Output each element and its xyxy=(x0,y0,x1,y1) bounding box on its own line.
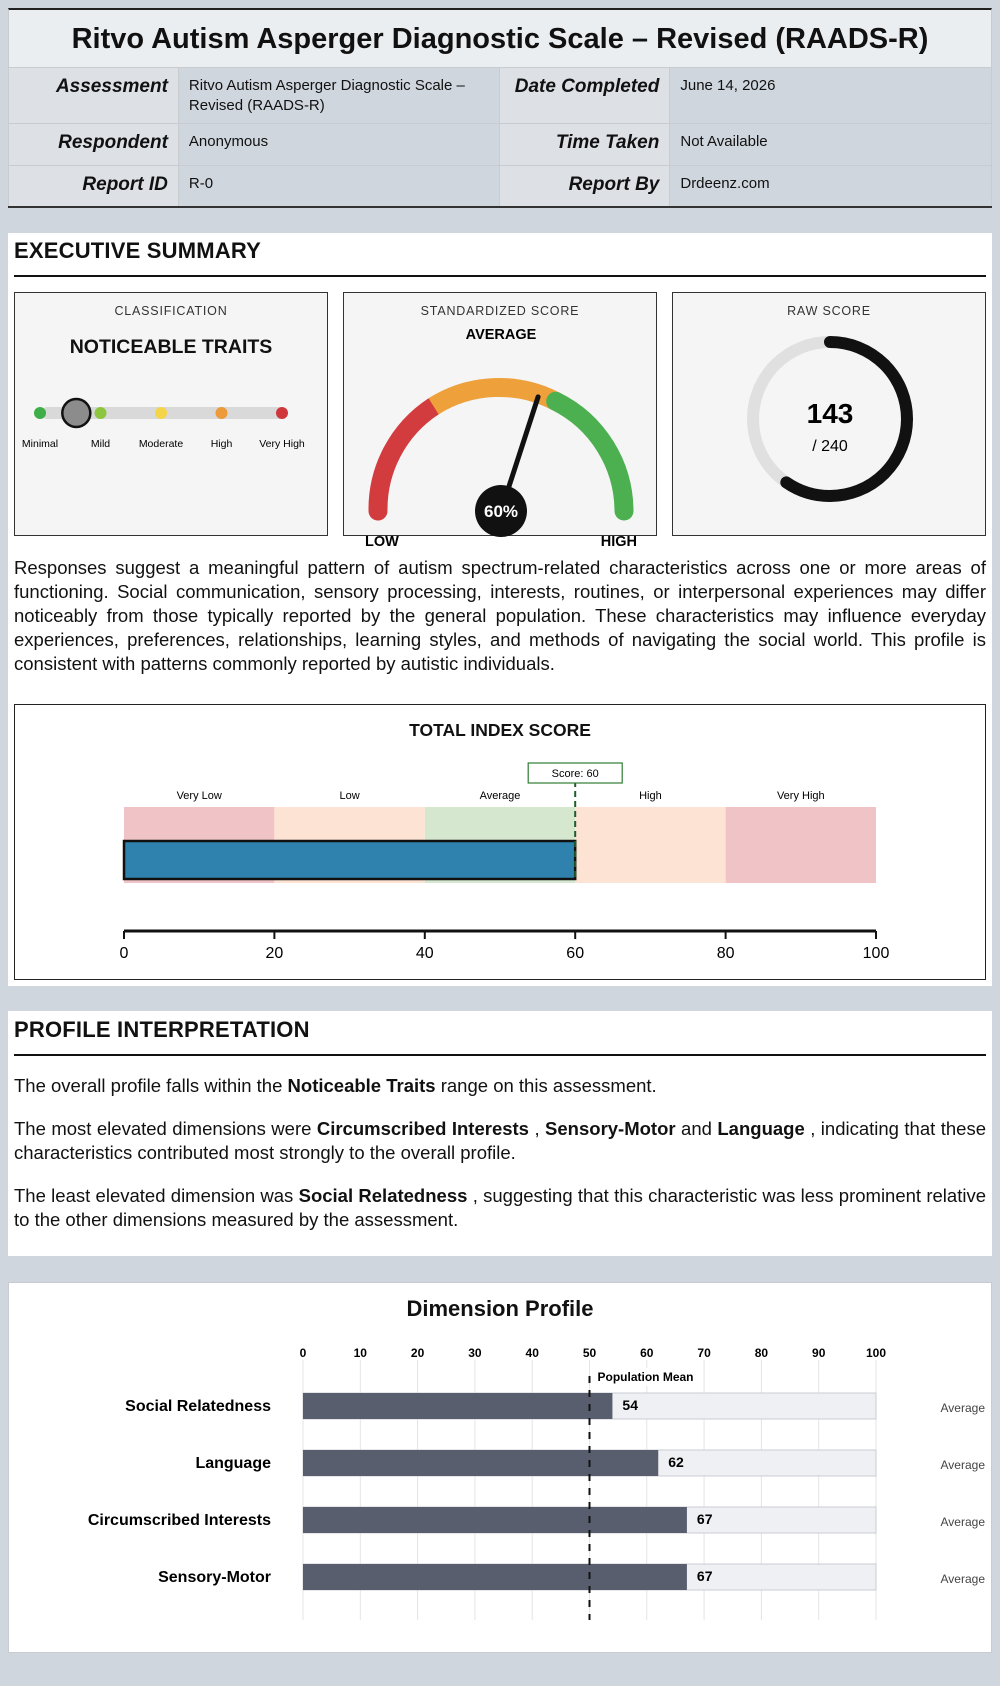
band-label: Very High xyxy=(776,790,825,802)
value-label: 67 xyxy=(696,1511,713,1527)
date-completed-label: Date Completed xyxy=(500,68,670,124)
classification-marker xyxy=(62,399,90,427)
total-index-title: TOTAL INDEX SCORE xyxy=(409,720,591,740)
band-label: Average xyxy=(479,790,521,802)
profile-interpretation-title: PROFILE INTERPRETATION xyxy=(14,1017,310,1042)
value-label: 62 xyxy=(668,1454,684,1470)
standardized-score-card xyxy=(343,292,657,550)
interpretation-paragraph-3: The least elevated dimension was Social Relatedness , suggesting that this characteristic was less prominent relative to the other dimensions measured by the assessment. xyxy=(14,1185,986,1230)
gauge-percent: 60% xyxy=(483,502,519,521)
axis-tick-label: 100 xyxy=(865,1346,887,1360)
level-label: Very High xyxy=(259,438,305,450)
value-label: 54 xyxy=(622,1397,638,1413)
axis-tick-label: 40 xyxy=(415,945,434,962)
level-label: Moderate xyxy=(138,438,184,450)
axis-tick-label: 80 xyxy=(754,1346,769,1360)
band-region xyxy=(575,807,725,883)
assessment-label: Assessment xyxy=(9,68,179,124)
population-mean-label: Population Mean xyxy=(597,1370,694,1384)
classification-label: CLASSIFICATION xyxy=(114,304,228,318)
classification-scale xyxy=(15,373,329,533)
total-index-svg xyxy=(15,725,985,975)
axis-tick-label: 20 xyxy=(265,945,284,962)
axis-tick-label: 50 xyxy=(582,1346,597,1360)
axis-tick-label: 90 xyxy=(812,1346,826,1360)
gauge-band-label: AVERAGE xyxy=(465,327,537,343)
classification-card xyxy=(14,292,328,536)
axis-tick-label: 0 xyxy=(119,945,129,962)
band-label: Low xyxy=(339,790,360,802)
axis-tick-label: 60 xyxy=(566,945,585,962)
respondent-label: Respondent xyxy=(9,124,179,166)
gauge-low-label: LOW xyxy=(365,534,399,550)
raw-score-card xyxy=(672,292,986,536)
category-label: Language xyxy=(195,1455,271,1472)
axis-tick-label: 80 xyxy=(716,945,735,962)
dimension-profile-title: Dimension Profile xyxy=(406,1296,594,1321)
axis-tick-label: 20 xyxy=(410,1346,425,1360)
raw-score-label: RAW SCORE xyxy=(787,304,871,318)
standardized-score-label: STANDARDIZED SCORE xyxy=(420,304,580,318)
axis-tick-label: 30 xyxy=(468,1346,482,1360)
category-label: Sensory-Motor xyxy=(158,1569,271,1586)
assessment-value: Ritvo Autism Asperger Diagnostic Scale – Revised (RAADS-R) xyxy=(178,68,500,124)
executive-summary-title: EXECUTIVE SUMMARY xyxy=(14,238,262,263)
report-meta-table xyxy=(8,67,992,208)
axis-tick-label: 60 xyxy=(640,1346,654,1360)
status-label: Average xyxy=(940,1572,985,1586)
time-taken-value: Not Available xyxy=(670,124,992,166)
classification-value: NOTICEABLE TRAITS xyxy=(69,336,273,358)
total-index-bar xyxy=(124,841,575,879)
interpretation-paragraph-1: The overall profile falls within the Noticeable Traits range on this assessment. xyxy=(14,1075,657,1096)
level-dot xyxy=(276,407,288,419)
level-dot xyxy=(155,407,167,419)
raw-score-value: 143 xyxy=(806,398,854,429)
raw-score-ring xyxy=(673,323,987,533)
dimension-profile-chart xyxy=(8,1340,992,1630)
interpretation-paragraph-2: The most elevated dimensions were Circumscribed Interests , Sensory-Motor and Language , indicating that these characteristics contributed most strongly to the overall profile. xyxy=(14,1118,986,1163)
raw-score-max: / 240 xyxy=(812,438,848,455)
respondent-value: Anonymous xyxy=(178,124,500,166)
report-id-value: R-0 xyxy=(178,166,500,207)
axis-tick-label: 70 xyxy=(697,1346,711,1360)
level-label: High xyxy=(210,438,233,450)
report-id-label: Report ID xyxy=(9,166,179,207)
axis-tick-label: 0 xyxy=(299,1346,307,1360)
date-completed-value: June 14, 2026 xyxy=(670,68,992,124)
gauge-high-label: HIGH xyxy=(600,534,637,550)
bar xyxy=(303,1564,687,1590)
band-region xyxy=(726,807,876,883)
bar xyxy=(303,1450,658,1476)
report-title: Ritvo Autism Asperger Diagnostic Scale – Revised (RAADS-R) xyxy=(8,8,992,68)
summary-paragraph: Responses suggest a meaningful pattern of autism spectrum-related characteristics across one or more areas of functioning. Social communication, sensory processing, interests, routines, or interpersonal experiences may differ noticeably from those typically reported by the general population. These characteristics may influence everyday experiences, preferences, relationships, learning styles, and methods of navigating the social world. This profile is consistent with patterns commonly reported by autistic individuals. xyxy=(14,557,986,674)
bar xyxy=(303,1393,612,1419)
level-label: Minimal xyxy=(21,438,59,450)
report-by-value: Drdeenz.com xyxy=(670,166,992,207)
level-dot xyxy=(216,407,228,419)
band-label: Very Low xyxy=(176,790,222,802)
gauge-low-arc xyxy=(378,406,434,511)
value-label: 67 xyxy=(696,1568,713,1584)
report-by-label: Report By xyxy=(500,166,670,207)
bar xyxy=(303,1507,687,1533)
axis-tick-label: 100 xyxy=(862,945,890,962)
section-divider xyxy=(14,1054,986,1056)
status-label: Average xyxy=(940,1458,985,1472)
axis-tick-label: 10 xyxy=(353,1346,367,1360)
axis-tick-label: 40 xyxy=(525,1346,539,1360)
category-label: Social Relatedness xyxy=(125,1398,271,1415)
status-label: Average xyxy=(940,1515,985,1529)
section-divider xyxy=(14,275,986,277)
category-label: Circumscribed Interests xyxy=(87,1512,271,1529)
level-dot xyxy=(95,407,107,419)
total-index-chart xyxy=(14,704,986,980)
level-label: Mild xyxy=(90,438,111,450)
time-taken-label: Time Taken xyxy=(500,124,670,166)
status-label: Average xyxy=(940,1401,985,1415)
standardized-gauge xyxy=(344,315,658,550)
level-dot xyxy=(34,407,46,419)
score-marker-label: Score: 60 xyxy=(551,768,599,780)
gauge-high-arc xyxy=(556,401,624,511)
band-label: High xyxy=(639,790,662,802)
